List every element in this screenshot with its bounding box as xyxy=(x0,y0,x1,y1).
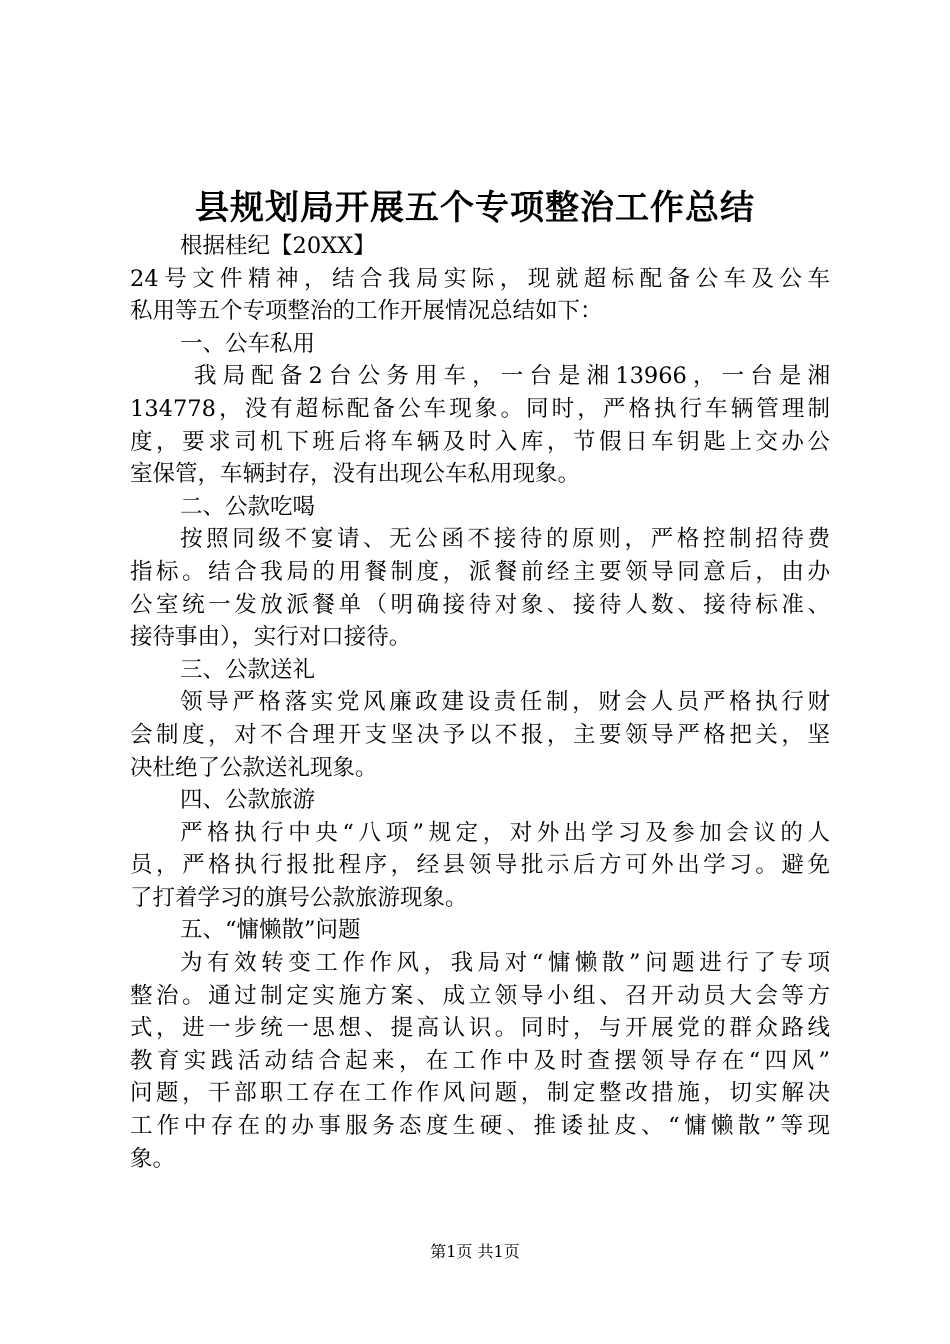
section-heading: 四、公款旅游 xyxy=(180,787,316,814)
body-line: 象。 xyxy=(130,1145,176,1172)
body-line: 了打着学习的旗号公款旅游现象。 xyxy=(130,884,468,911)
section-heading: 三、公款送礼 xyxy=(180,656,316,683)
body-line: 室保管，车辆封存，没有出现公车私用现象。 xyxy=(130,461,581,488)
body-line: 私用等五个专项整治的工作开展情况总结如下： xyxy=(130,298,603,325)
body-line: 整治。通过制定实施方案、成立领导小组、召开动员大会等方 xyxy=(130,982,830,1009)
body-line: 24号文件精神，结合我局实际，现就超标配备公车及公车 xyxy=(130,265,830,292)
body-line: 我局配备2台公务用车，一台是湘13966，一台是湘 xyxy=(194,363,830,390)
body-line: 严格执行中央“八项”规定，对外出学习及参加会议的人 xyxy=(180,819,830,846)
body-line: 领导严格落实党风廉政建设责任制，财会人员严格执行财 xyxy=(180,689,830,716)
body-line: 教育实践活动结合起来，在工作中及时查摆领导存在“四风” xyxy=(130,1047,830,1074)
body-line: 员，严格执行报批程序，经县领导批示后方可外出学习。避免 xyxy=(130,852,830,879)
page-footer: 第1页 共1页 xyxy=(430,1242,520,1261)
body-line: 决杜绝了公款送礼现象。 xyxy=(130,754,378,781)
section-heading: 二、公款吃喝 xyxy=(180,493,316,520)
body-line: 式，进一步统一思想、提高认识。同时，与开展党的群众路线 xyxy=(130,1015,830,1042)
body-line: 公室统一发放派餐单（明确接待对象、接待人数、接待标准、 xyxy=(130,591,830,618)
body-line: 问题，干部职工存在工作作风问题，制定整改措施，切实解决 xyxy=(130,1080,830,1107)
body-line: 接待事由），实行对口接待。 xyxy=(130,624,412,651)
body-line: 134778，没有超标配备公车现象。同时，严格执行车辆管理制 xyxy=(130,395,830,422)
body-line: 指标。结合我局的用餐制度，派餐前经主要领导同意后，由办 xyxy=(130,558,830,585)
document-title: 县规划局开展五个专项整治工作总结 xyxy=(195,188,755,228)
section-heading: 五、“慵懒散”问题 xyxy=(180,917,361,944)
body-line: 为有效转变工作作风，我局对“慵懒散”问题进行了专项 xyxy=(180,950,830,977)
body-line: 工作中存在的办事服务态度生硬、推诿扯皮、“慵懒散”等现 xyxy=(130,1113,830,1140)
section-heading: 一、公车私用 xyxy=(180,330,316,357)
body-line: 会制度，对不合理开支坚决予以不报，主要领导严格把关，坚 xyxy=(130,721,830,748)
body-line: 按照同级不宴请、无公函不接待的原则，严格控制招待费 xyxy=(180,526,830,553)
body-line: 根据桂纪【20XX】 xyxy=(180,233,376,259)
document-body xyxy=(130,230,830,1175)
body-line: 度，要求司机下班后将车辆及时入库，节假日车钥匙上交办公 xyxy=(130,428,830,455)
